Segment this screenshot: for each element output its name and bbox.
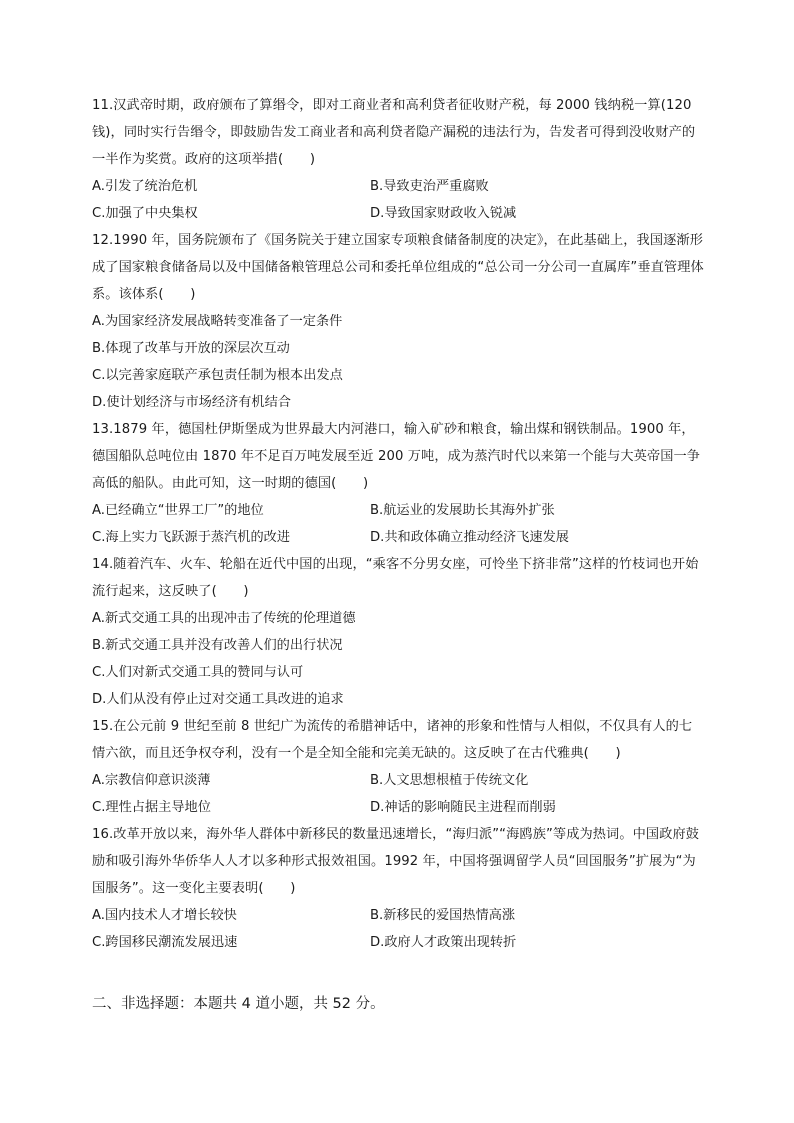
question-12-option-a: A.为国家经济发展战略转变准备了一定条件 [92, 314, 343, 329]
question-11-option-b: B.导致吏治严重腐败 [370, 179, 489, 194]
question-13-options-row-2 [92, 524, 704, 551]
question-11-options-row-1 [92, 173, 704, 200]
question-14-option-d: D.人们从没有停止过对交通工具改进的追求 [92, 692, 344, 707]
question-14-option-c: C.人们对新式交通工具的赞同与认可 [92, 665, 304, 680]
question-14-option-a: A.新式交通工具的出现冲击了传统的伦理道德 [92, 611, 356, 626]
question-13-option-d: D.共和政体确立推动经济飞速发展 [370, 530, 569, 545]
question-15-option-a: A.宗教信仰意识淡薄 [92, 773, 211, 788]
question-14-option-b: B.新式交通工具并没有改善人们的出行状况 [92, 638, 343, 653]
question-16-stem: 16.改革开放以来，海外华人群体中新移民的数量迅速增长，“海归派”“海鸥族”等成为热词。中国政府鼓励和吸引海外华侨华人人才以多种形式报效祖国。1992 年，中国将强调留学人员“回国服务”扩展为“为国服务”。这一变化主要表明( ) [92, 827, 700, 896]
question-16-option-a: A.国内技术人才增长较快 [92, 908, 237, 923]
question-15-option-d: D.神话的影响随民主进程而削弱 [370, 800, 556, 815]
question-13-options-row-1 [92, 497, 704, 524]
question-15-option-b: B.人文思想根植于传统文化 [370, 773, 529, 788]
section-2-heading: 二、非选择题：本题共 4 道小题，共 52 分。 [92, 996, 385, 1012]
question-16-option-c: C.跨国移民潮流发展迅速 [92, 935, 238, 950]
question-13-option-b: B.航运业的发展助长其海外扩张 [370, 503, 555, 518]
question-16-option-b: B.新移民的爱国热情高涨 [370, 908, 516, 923]
question-14-stem: 14.随着汽车、火车、轮船在近代中国的出现，“乘客不分男女座，可怜坐下挤非常”这样的竹枝词也开始流行起来，这反映了( ) [92, 557, 699, 599]
question-16-option-d: D.政府人才政策出现转折 [370, 935, 517, 950]
question-15-options-row-1 [92, 767, 704, 794]
question-12-option-d: D.使计划经济与市场经济有机结合 [92, 395, 291, 410]
question-11-option-d: D.导致国家财政收入锐减 [370, 206, 517, 221]
question-11-option-c: C.加强了中央集权 [92, 206, 198, 221]
question-11-option-a: A.引发了统治危机 [92, 179, 198, 194]
question-13-stem: 13.1879 年，德国杜伊斯堡成为世界最大内河港口，输入矿砂和粮食，输出煤和钢铁制品。1900 年，德国船队总吨位由 1870 年不足百万吨发展至近 200 万吨，成为蒸汽时代以来第一个能与大英帝国一争高低的船队。由此可知，这一时期的德国( ) [92, 422, 701, 491]
question-13-option-a: A.已经确立“世界工厂”的地位 [92, 503, 264, 518]
question-15-options-row-2 [92, 794, 704, 821]
question-12-stem: 12.1990 年，国务院颁布了《国务院关于建立国家专项粮食储备制度的决定》，在此基础上，我国逐渐形成了国家粮食储备局以及中国储备粮管理总公司和委托单位组成的“总公司一分公司一直属库”垂直管理体系。该体系( ) [92, 233, 704, 302]
question-15-stem: 15.在公元前 9 世纪至前 8 世纪广为流传的希腊神话中，诸神的形象和性情与人相似，不仅具有人的七情六欲，而且还争权夺利，没有一个是全知全能和完美无缺的。这反映了在古代雅典( ) [92, 719, 693, 761]
exam-page [92, 92, 704, 1018]
question-12-option-c: C.以完善家庭联产承包责任制为根本出发点 [92, 368, 343, 383]
question-11-options-row-2 [92, 200, 704, 227]
question-15-option-c: C.理性占据主导地位 [92, 800, 211, 815]
question-11-stem: 11.汉武帝时期，政府颁布了算缗令，即对工商业者和高利贷者征收财产税，每 2000 钱纳税一算(120 钱)，同时实行告缗令，即鼓励告发工商业者和高利贷者隐产漏税的违法行为，告发者可得到没收财产的一半作为奖赏。政府的这项举措( ) [92, 98, 696, 167]
question-13-option-c: C.海上实力飞跃源于蒸汽机的改进 [92, 530, 291, 545]
question-12-option-b: B.体现了改革与开放的深层次互动 [92, 341, 290, 356]
question-16-options-row-2 [92, 929, 704, 956]
question-16-options-row-1 [92, 902, 704, 929]
